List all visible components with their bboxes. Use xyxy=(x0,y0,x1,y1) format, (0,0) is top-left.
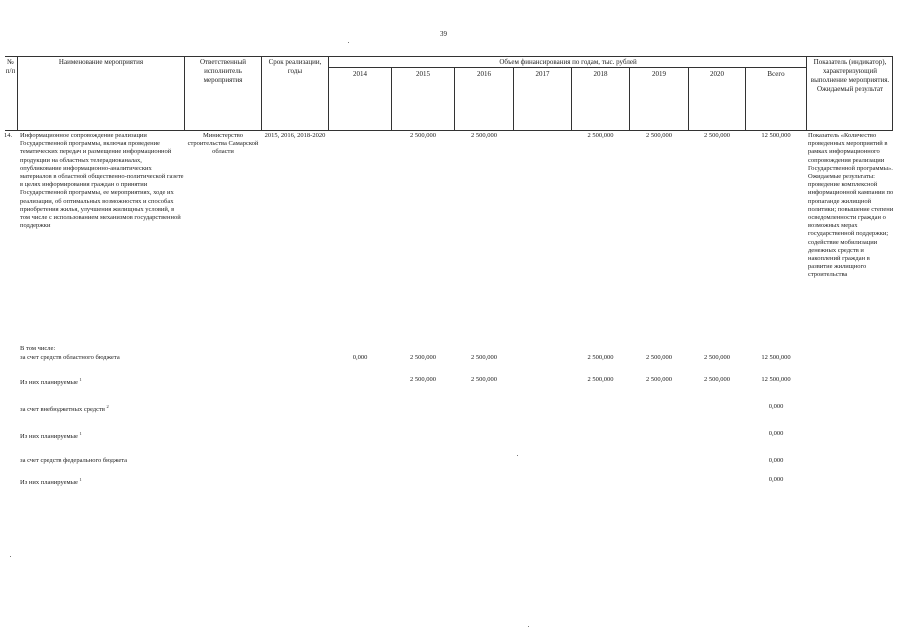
funding-cell: 2 500,000 xyxy=(587,376,614,383)
implementation-term: 2015, 2016, 2018-2020 xyxy=(264,132,326,139)
funding-cell: 0,000 xyxy=(768,430,784,437)
funding-row-label xyxy=(20,354,190,362)
value-2016: 2 500,000 xyxy=(471,132,497,139)
col-number-header: № п/п xyxy=(5,58,16,75)
funding-cell: 2 500,000 xyxy=(646,354,672,361)
funding-cell: 0,000 xyxy=(768,476,784,483)
funding-cell: 2 500,000 xyxy=(471,354,497,361)
value-2019: 2 500,000 xyxy=(646,132,672,139)
page-number: 39 xyxy=(440,30,447,38)
indicator-text: Показатель «Количество проведенных мероприятий в рамках информационного сопровождения реализации Государственной программы». Ожидаемые результаты: проведение комплексной информационной кампании по пропаганде жилищной политики; повышение степени осведомленности граждан о возможных мерах государственной поддержки; содействие мобилизации денежных средств и накоплений граждан в развитие жилищного строительства xyxy=(808,132,894,279)
footnote-mark: 1 xyxy=(79,477,82,482)
including-label: В том числе: xyxy=(20,345,56,352)
value-2018: 2 500,000 xyxy=(587,132,614,139)
funding-row-label-text: Из них планируемые xyxy=(20,479,78,487)
year-2014-header: 2014 xyxy=(353,70,367,78)
total-header: Всего xyxy=(767,70,785,78)
funding-row-label-text: за счет средств федерального бюджета xyxy=(20,457,128,464)
responsible-executor: Министерство строительства Самарской области xyxy=(187,132,259,156)
col-indicator-header: Показатель (индикатор), характеризующий выполнение мероприятия. Ожидаемый результат xyxy=(810,58,890,93)
funding-row-label xyxy=(20,403,190,414)
value-2020: 2 500,000 xyxy=(704,132,730,139)
funding-row-label-text: Из них планируемые xyxy=(20,379,78,387)
funding-cell: 0,000 xyxy=(768,403,784,410)
funding-row-label-text: за счет внебюджетных средств xyxy=(20,406,105,414)
funding-cell: 0,000 xyxy=(352,354,368,361)
col-term-header: Срок реализации, годы xyxy=(268,58,322,75)
funding-row-label xyxy=(20,457,190,465)
funding-cell: 2 500,000 xyxy=(646,376,672,383)
year-2020-header: 2020 xyxy=(710,70,724,78)
funding-cell: 2 500,000 xyxy=(587,354,614,361)
funding-row-label xyxy=(20,476,190,487)
funding-cell: 0,000 xyxy=(768,457,784,464)
footnote-mark: 1 xyxy=(79,431,82,436)
value-2015: 2 500,000 xyxy=(410,132,436,139)
funding-row-label xyxy=(20,430,190,441)
year-2016-header: 2016 xyxy=(477,70,491,78)
funding-cell: 12 500,000 xyxy=(761,354,791,361)
col-name-header: Наименование мероприятия xyxy=(58,58,144,66)
funding-cell: 2 500,000 xyxy=(410,376,436,383)
year-2018-header: 2018 xyxy=(593,70,608,78)
footnote-mark: 1 xyxy=(79,377,82,382)
row-number: 14. xyxy=(4,132,13,139)
footnote-mark: 2 xyxy=(106,404,109,409)
col-funding-header: Объем финансирования по годам, тыс. рублей xyxy=(499,58,637,66)
funding-cell: 2 500,000 xyxy=(704,354,730,361)
funding-cell: 2 500,000 xyxy=(410,354,436,361)
year-2015-header: 2015 xyxy=(416,70,430,78)
funding-row-label-text: за счет средств областного бюджета xyxy=(20,354,120,361)
year-2019-header: 2019 xyxy=(652,70,666,78)
funding-cell: 2 500,000 xyxy=(704,376,730,383)
funding-cell: 2 500,000 xyxy=(471,376,497,383)
col-responsible-header: Ответственный исполнитель мероприятия xyxy=(199,58,247,84)
value-total: 12 500,000 xyxy=(761,132,791,139)
funding-row-label xyxy=(20,376,190,387)
funding-row-label-text: Из них планируемые xyxy=(20,433,78,441)
funding-cell: 12 500,000 xyxy=(761,376,791,383)
measure-name: Информационное сопровождение реализации Государственной программы, включая проведение тематических передач и размещение информационной продукции на областных телерадиоканалах, опубликование информационно-аналитических материалов в областной общественно-политической газете в целях информирования граждан о принятии Государственной программы, ее мероприятиях, ходе их реализации, об оптимальных возможностях и способах приобретения жилья, улучшения жилищных условий, в том числе с использованием механизмов государственной поддержки xyxy=(20,132,184,230)
year-2017-header: 2017 xyxy=(535,70,550,78)
